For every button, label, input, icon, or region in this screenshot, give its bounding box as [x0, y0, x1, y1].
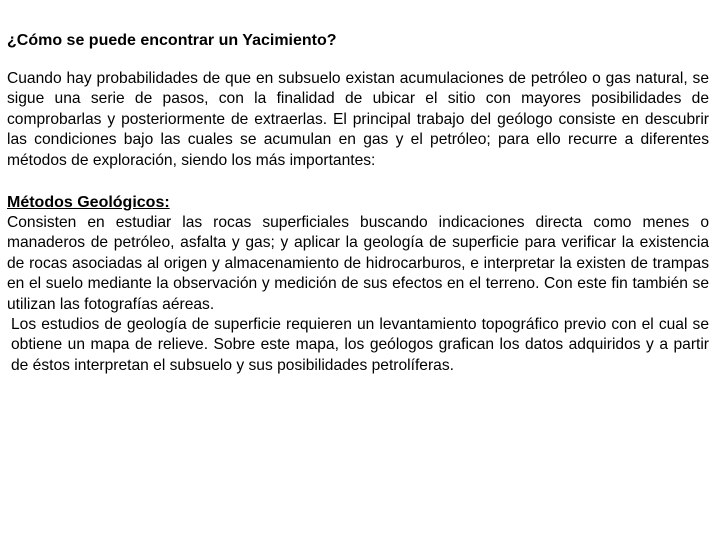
- section-paragraph-1: Consisten en estudiar las rocas superficiales buscando indicaciones directa como menes o manaderos de petróleo, asfalta y gas; y aplicar la geología de superficie para verificar la existencia de rocas asociadas al origen y almacenamiento de hidrocarburos, e interpretar la existen de trampas en el suelo mediante la observación y medición de sus efectos en el terreno. Con este fin también se utilizan las fotografías aéreas.: [7, 214, 709, 313]
- document-page: [7, 31, 709, 376]
- intro-paragraph: Cuando hay probabilidades de que en subsuelo existan acumulaciones de petróleo o gas natural, se sigue una serie de pasos, con la finalidad de ubicar el sitio con mayores posibilidades de comprobarlas y posteriormente de extraerlas. El principal trabajo del geólogo consiste en descubrir las condiciones bajo las cuales se acumulan en gas y el petróleo; para ello recurre a diferentes métodos de exploración, siendo los más importantes:: [7, 70, 709, 169]
- document-title: ¿Cómo se puede encontrar un Yacimiento?: [7, 32, 337, 49]
- section-paragraph-2: Los estudios de geología de superficie requieren un levantamiento topográfico previo con el cual se obtiene un mapa de relieve. Sobre este mapa, los geólogos grafican los datos adquiridos y a partir de éstos interpretan el subsuelo y sus posibilidades petrolíferas.: [11, 316, 709, 374]
- section-heading: Métodos Geológicos:: [7, 194, 170, 212]
